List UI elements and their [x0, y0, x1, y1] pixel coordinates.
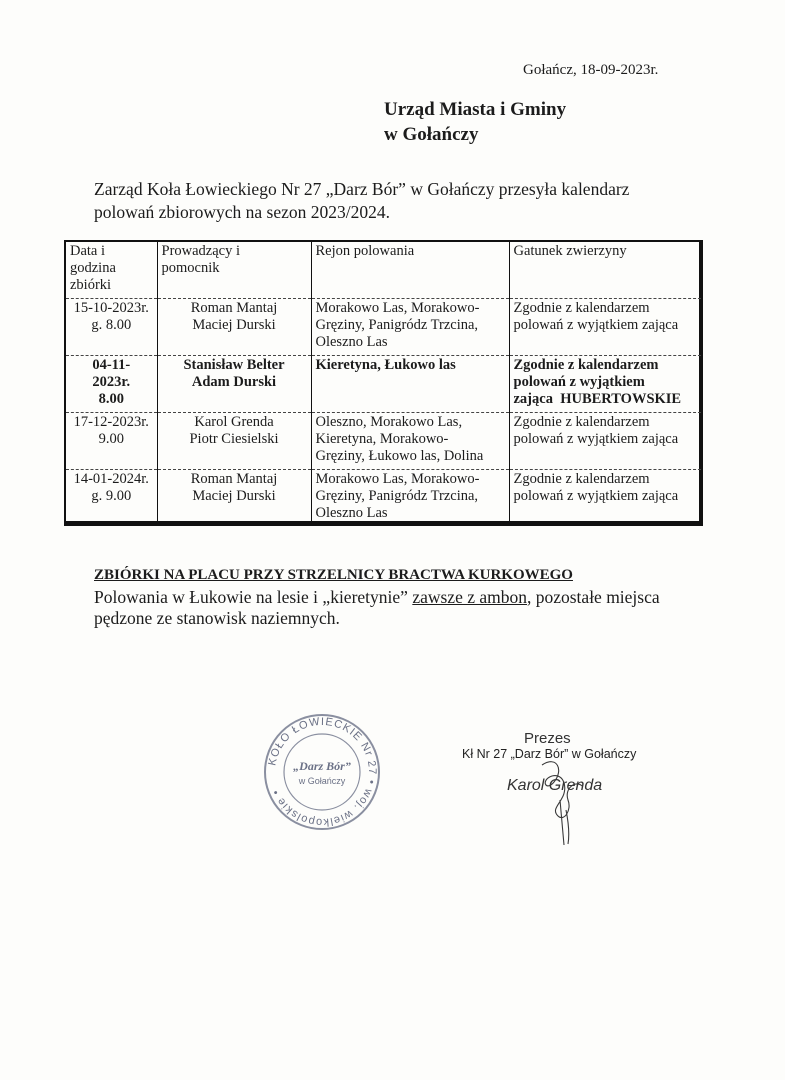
cell-date: 15-10-2023r. g. 8.00 — [66, 299, 157, 356]
header-leaders: Prowadzący i pomocnik — [157, 242, 311, 299]
notice-line-2: pędzone ze stanowisk naziemnych. — [94, 608, 340, 628]
gathering-notice-heading: ZBIÓRKI NA PLACU PRZY STRZELNICY BRACTWA KURKOWEGO — [94, 567, 573, 583]
signature-title: Prezes — [524, 730, 571, 747]
recipient-line-1: Urząd Miasta i Gminy — [384, 99, 567, 120]
notice-line-1: Polowania w Łukowie na lesie i „kieretynie” zawsze z ambon, pozostałe miejsca — [94, 587, 660, 607]
intro-paragraph — [94, 178, 684, 224]
cell-leaders: Stanisław Belter Adam Durski — [157, 356, 311, 413]
stamp-seal-icon — [262, 712, 382, 832]
cell-area: Morakowo Las, Morakowo- Gręziny, Panigródz Trzcina, Oleszno Las — [311, 299, 509, 356]
cell-leaders: Karol Grenda Piotr Ciesielski — [157, 413, 311, 470]
table-header-row — [66, 242, 701, 299]
cell-date: 17-12-2023r. 9.00 — [66, 413, 157, 470]
signature-club-stamp: Kł Nr 27 „Darz Bór” w Gołańczy — [462, 747, 637, 761]
table-row — [66, 470, 701, 527]
signature-block — [462, 730, 662, 840]
notice-paragraph — [94, 587, 694, 629]
handwritten-signature-icon — [502, 740, 612, 850]
intro-line-2: polowań zbiorowych na sezon 2023/2024. — [94, 202, 390, 222]
cell-area: Morakowo Las, Morakowo- Gręziny, Panigródz Trzcina, Oleszno Las — [311, 470, 509, 527]
cell-leaders: Roman Mantaj Maciej Durski — [157, 470, 311, 527]
table-row — [66, 413, 701, 470]
table-row — [66, 299, 701, 356]
cell-species: Zgodnie z kalendarzem polowań z wyjątkiem zająca — [509, 299, 701, 356]
header-date: Data i godzina zbiórki — [70, 243, 116, 293]
table-row — [66, 356, 701, 413]
recipient-line-2: w Gołańczy — [384, 124, 479, 145]
header-area: Rejon polowania — [311, 242, 509, 299]
cell-date: 14-01-2024r. g. 9.00 — [66, 470, 157, 527]
cell-species: Zgodnie z kalendarzem polowań z wyjątkiem zająca — [509, 470, 701, 527]
hunting-calendar-table — [64, 240, 703, 526]
cell-area: Kieretyna, Łukowo las — [311, 356, 509, 413]
stamp-ring-text: KOŁO ŁOWIECKIE Nr 27 • woj. wielkopolskie • — [266, 715, 379, 829]
stamp-center-town: w Gołańczy — [298, 776, 346, 786]
intro-line-1: Zarząd Koła Łowieckiego Nr 27 „Darz Bór” w Gołańczy przesyła kalendarz — [94, 179, 630, 199]
recipient-address — [384, 97, 566, 147]
stamp-center-name: „Darz Bór” — [293, 759, 351, 773]
cell-area: Oleszno, Morakowo Las, Kieretyna, Morakowo- Gręziny, Łukowo las, Dolina — [311, 413, 509, 470]
place-date: Gołańcz, 18-09-2023r. — [523, 62, 659, 78]
header-species: Gatunek zwierzyny — [509, 242, 701, 299]
cell-leaders: Roman Mantaj Maciej Durski — [157, 299, 311, 356]
cell-species: Zgodnie z kalendarzem polowań z wyjątkiem zająca — [509, 413, 701, 470]
club-stamp — [262, 712, 382, 832]
cell-species: Zgodnie z kalendarzem polowań z wyjątkiem zająca HUBERTOWSKIE — [509, 356, 701, 413]
cell-date: 04-11- 2023r. 8.00 — [66, 356, 157, 413]
signature-name: Karol Grenda — [507, 777, 603, 794]
